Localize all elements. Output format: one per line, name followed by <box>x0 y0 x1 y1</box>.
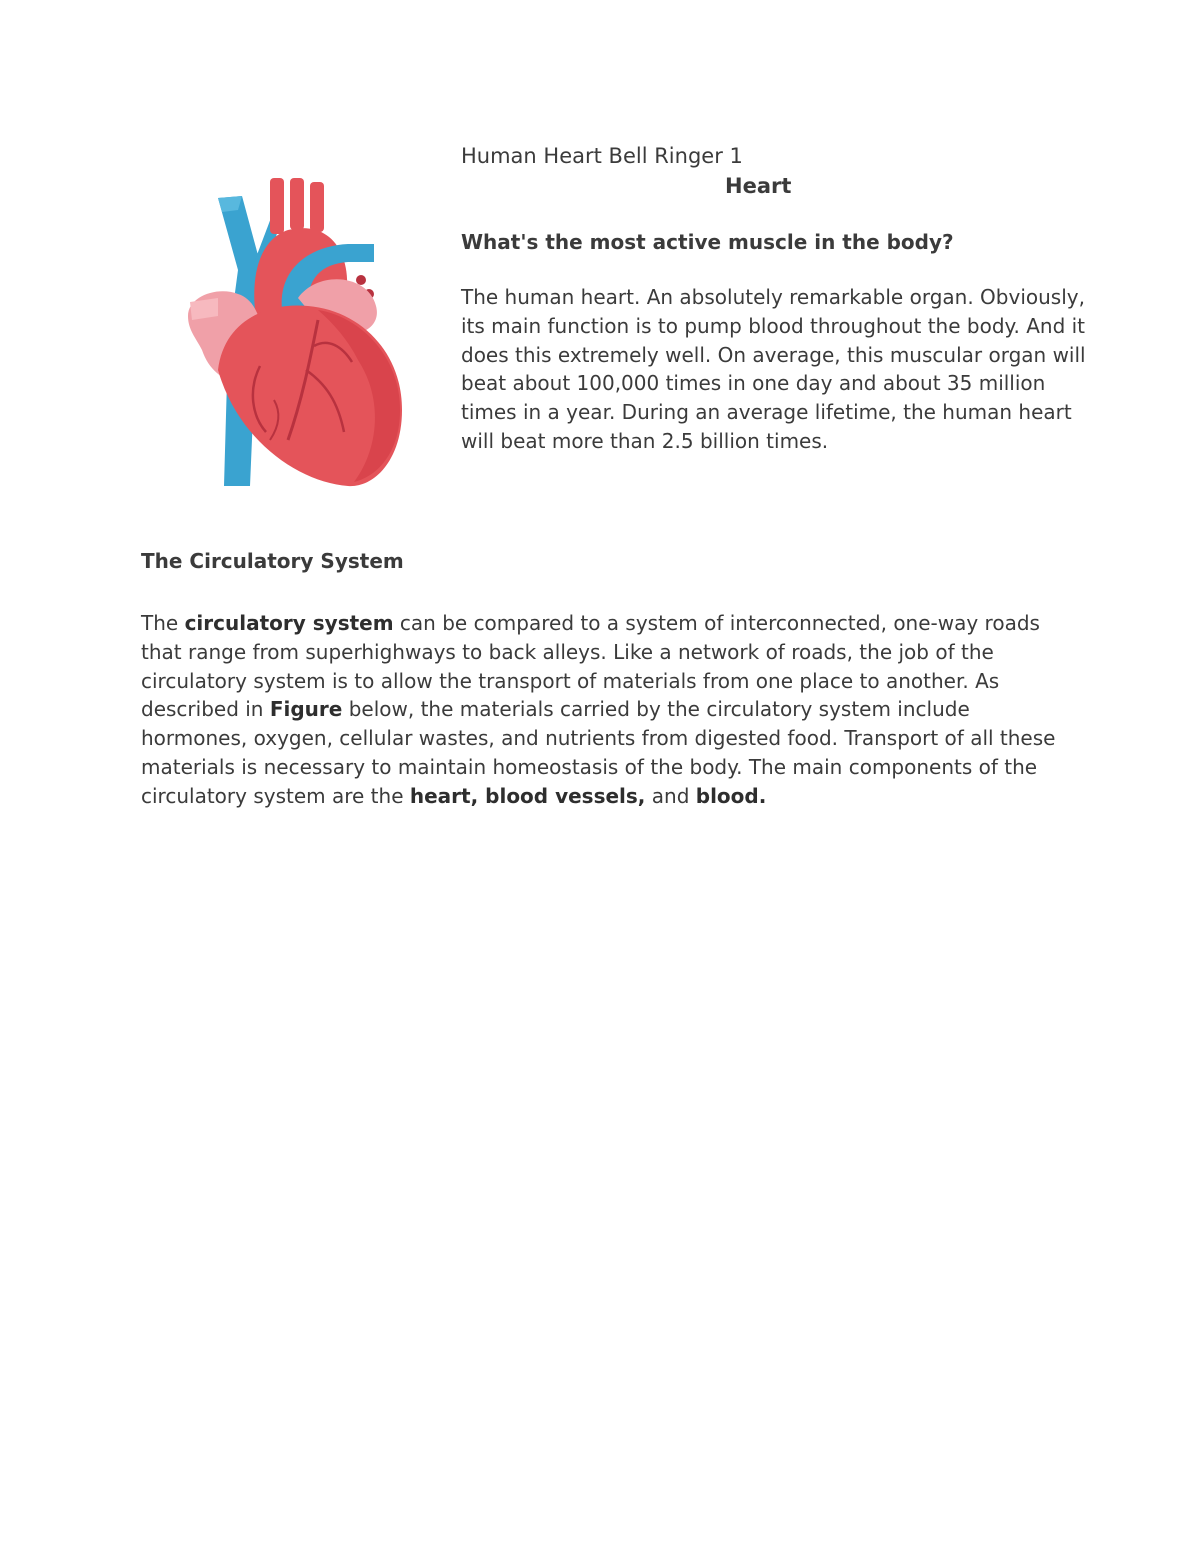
heart-illustration <box>178 170 410 492</box>
question-heading: What's the most active muscle in the body? <box>461 230 954 254</box>
paragraph-text: can be compared to a system of interconnected, one-way roads that range from superhighways to back alleys. Like a network of roads, the job of the circulatory system is to allow the transport of materials from one place to another. As described in <box>141 611 1040 722</box>
bold-term-blood: blood. <box>695 783 767 808</box>
document-subtitle: Heart <box>725 174 792 198</box>
paragraph-text: and <box>645 783 696 808</box>
bold-term-heart-blood-vessels: heart, blood vessels, <box>409 783 646 808</box>
paragraph-text: below, the materials carried by the circulatory system include hormones, oxygen, cellular wastes, and nutrients from digested food. Transport of all these materials is necessary to maintain homeostasis of the body. The main components of the circulatory system are the <box>141 697 1056 808</box>
section-paragraph <box>141 609 1081 811</box>
intro-paragraph: The human heart. An absolutely remarkable organ. Obviously, its main function is to pump blood throughout the body. And it does this extremely well. On average, this muscular organ will beat about 100,000 times in one day and about 35 million times in a year. During an average lifetime, the human heart will beat more than 2.5 billion times. <box>461 285 1086 453</box>
bold-term-figure: Figure <box>269 697 343 722</box>
bold-term-circulatory-system: circulatory system <box>184 611 394 635</box>
section-heading: The Circulatory System <box>141 549 404 573</box>
paragraph-text: The <box>141 611 185 635</box>
intro-block <box>461 141 1101 456</box>
document-title: Human Heart Bell Ringer 1 <box>461 144 743 168</box>
